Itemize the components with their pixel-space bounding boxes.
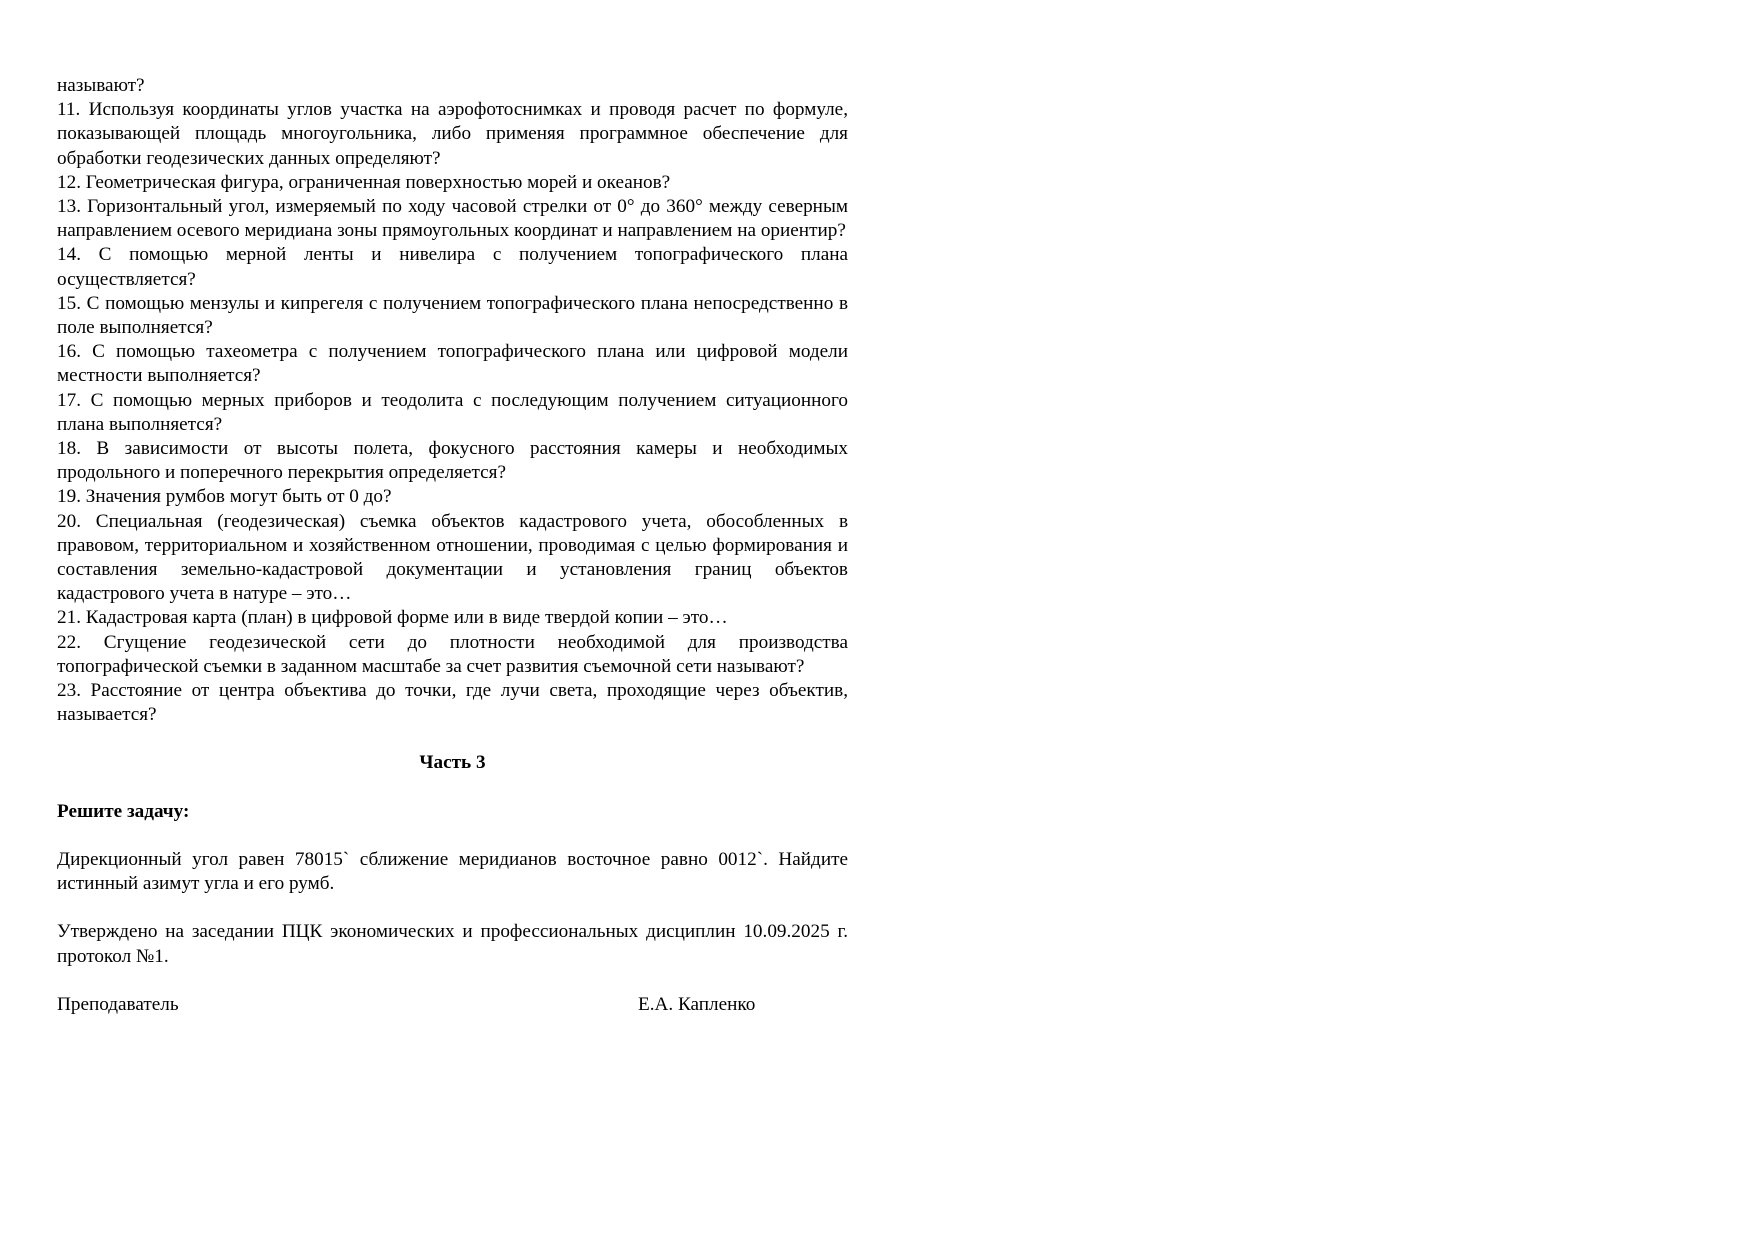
spacer bbox=[57, 727, 848, 751]
question-16: 16. С помощью тахеометра с получением топографического плана или цифровой модели местности выполняется? bbox=[57, 341, 848, 387]
question-12: 12. Геометрическая фигура, ограниченная поверхностью морей и океанов? bbox=[57, 171, 671, 193]
approval-text: Утверждено на заседании ПЦК экономических и профессиональных дисциплин 10.09.2025 г. протокол №1. bbox=[57, 921, 848, 967]
question-22: 22. Сгущение геодезической сети до плотности необходимой для производства топографической съемки в заданном масштабе за счет развития съемочной сети называют? bbox=[57, 631, 848, 677]
question-17: 17. С помощью мерных приборов и теодолита с последующим получением ситуационного плана выполняется? bbox=[57, 389, 848, 435]
question-20: 20. Специальная (геодезическая) съемка объектов кадастрового учета, обособленных в правовом, территориальном и хозяйственном отношении, проводимая с целью формирования и составления земельно-кадастровой документации и установления границ объектов кадастрового учета в натуре – это… bbox=[57, 510, 848, 605]
questions-list bbox=[57, 74, 848, 727]
signature-role: Преподаватель bbox=[57, 993, 179, 1015]
question-11: 11. Используя координаты углов участка на аэрофотоснимках и проводя расчет по формуле, показывающей площадь многоугольника, либо применяя программное обеспечение для обработки геодезических данных определяют? bbox=[57, 99, 848, 169]
spacer bbox=[57, 969, 848, 993]
question-continuation: называют? bbox=[57, 75, 145, 96]
signature-name: Е.А. Капленко bbox=[638, 993, 756, 1015]
spacer bbox=[57, 896, 848, 920]
task-text: Дирекционный угол равен 78015` сближение меридианов восточное равно 0012`. Найдите истинный азимут угла и его румб. bbox=[57, 848, 848, 895]
question-21: 21. Кадастровая карта (план) в цифровой форме или в виде твердой копии – это… bbox=[57, 607, 728, 629]
question-14: 14. С помощью мерной ленты и нивелира с получением топографического плана осуществляется? bbox=[57, 244, 848, 290]
spacer bbox=[57, 824, 848, 848]
signature-row bbox=[57, 993, 848, 1017]
question-19: 19. Значения румбов могут быть от 0 до? bbox=[57, 486, 392, 508]
document-page bbox=[57, 74, 848, 1017]
task-label: Решите задачу: bbox=[57, 800, 190, 822]
question-13: 13. Горизонтальный угол, измеряемый по ходу часовой стрелки от 0° до 360° между северным направлением осевого меридиана зоны прямоугольных координат и направлением на ориентир? bbox=[57, 196, 848, 242]
question-23: 23. Расстояние от центра объектива до точки, где лучи света, проходящие через объектив, называется? bbox=[57, 680, 848, 726]
question-18: 18. В зависимости от высоты полета, фокусного расстояния камеры и необходимых продольного и поперечного перекрытия определяется? bbox=[57, 438, 848, 484]
section-title: Часть 3 bbox=[419, 752, 486, 774]
question-15: 15. С помощью мензулы и кипрегеля с получением топографического плана непосредственно в поле выполняется? bbox=[57, 292, 848, 339]
spacer bbox=[57, 776, 848, 800]
